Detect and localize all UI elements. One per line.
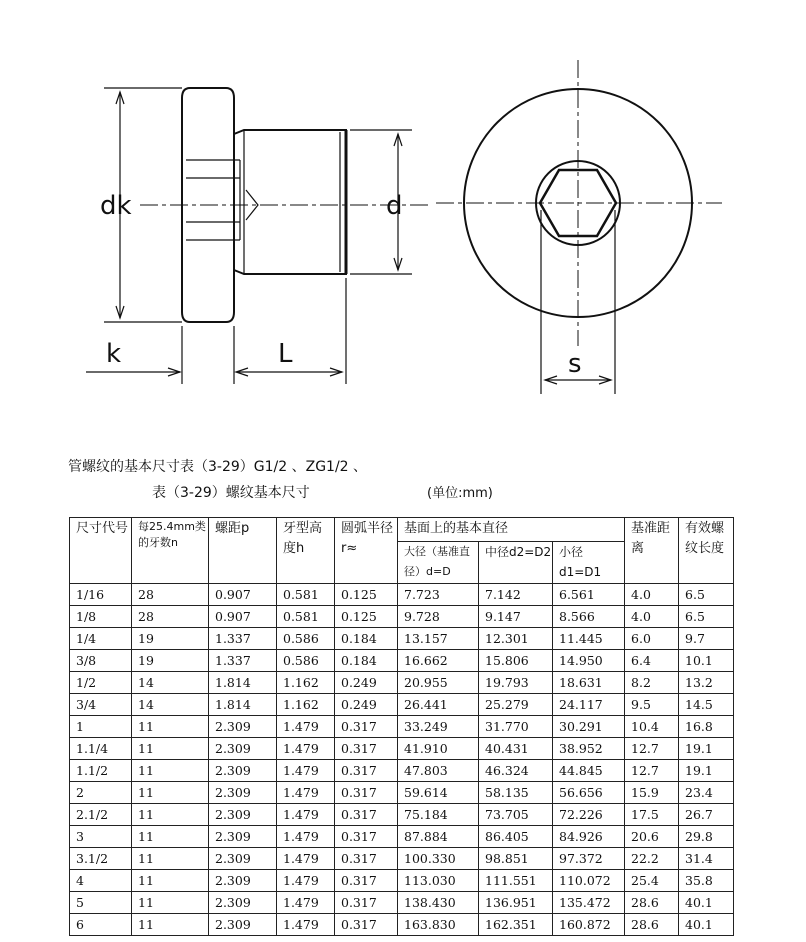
cell-minor-dia: 24.117 xyxy=(553,694,625,716)
cell-pitch: 2.309 xyxy=(209,804,277,826)
cell-thread-height: 1.479 xyxy=(277,782,335,804)
cell-threads: 11 xyxy=(132,782,209,804)
cell-pitch-dia: 7.142 xyxy=(479,584,553,606)
table-unit-note: (单位:mm) xyxy=(427,486,493,501)
cell-minor-dia: 110.072 xyxy=(553,870,625,892)
cell-pitch: 2.309 xyxy=(209,716,277,738)
cell-threads: 14 xyxy=(132,694,209,716)
table-caption-title: 表（3-29）螺纹基本尺寸 xyxy=(152,485,310,501)
cell-minor-dia: 30.291 xyxy=(553,716,625,738)
header-major-diameter: 大径（基准直径）d=D xyxy=(398,542,479,584)
cell-size-code: 4 xyxy=(70,870,132,892)
cell-pitch-dia: 58.135 xyxy=(479,782,553,804)
cell-pitch: 1.814 xyxy=(209,672,277,694)
cell-arc-radius: 0.317 xyxy=(335,716,398,738)
cell-size-code: 1/4 xyxy=(70,628,132,650)
cell-arc-radius: 0.125 xyxy=(335,606,398,628)
cell-minor-dia: 135.472 xyxy=(553,892,625,914)
cell-gauge-distance: 8.2 xyxy=(625,672,679,694)
header-effective-length: 有效螺纹长度 xyxy=(679,518,734,584)
cell-pitch: 0.907 xyxy=(209,606,277,628)
cell-pitch: 2.309 xyxy=(209,848,277,870)
cell-major-dia: 7.723 xyxy=(398,584,479,606)
label-k: k xyxy=(106,339,122,369)
cell-gauge-distance: 17.5 xyxy=(625,804,679,826)
table-row xyxy=(70,848,734,870)
cell-arc-radius: 0.317 xyxy=(335,760,398,782)
thread-dimension-table xyxy=(69,517,734,936)
cell-arc-radius: 0.317 xyxy=(335,738,398,760)
header-arc-radius: 圆弧半径r≈ xyxy=(335,518,398,584)
cell-size-code: 3/8 xyxy=(70,650,132,672)
cell-gauge-distance: 6.0 xyxy=(625,628,679,650)
cell-gauge-distance: 20.6 xyxy=(625,826,679,848)
cell-threads: 11 xyxy=(132,760,209,782)
header-gauge-distance: 基准距离 xyxy=(625,518,679,584)
cell-gauge-distance: 28.6 xyxy=(625,892,679,914)
cell-effective-length: 6.5 xyxy=(679,584,734,606)
cell-minor-dia: 72.226 xyxy=(553,804,625,826)
cell-effective-length: 35.8 xyxy=(679,870,734,892)
header-minor-diameter: 小径d1=D1 xyxy=(553,542,625,584)
cell-pitch-dia: 86.405 xyxy=(479,826,553,848)
cell-pitch-dia: 73.705 xyxy=(479,804,553,826)
cell-effective-length: 13.2 xyxy=(679,672,734,694)
cell-minor-dia: 11.445 xyxy=(553,628,625,650)
cell-arc-radius: 0.317 xyxy=(335,848,398,870)
cell-minor-dia: 160.872 xyxy=(553,914,625,936)
cell-threads: 11 xyxy=(132,716,209,738)
cell-gauge-distance: 9.5 xyxy=(625,694,679,716)
cell-effective-length: 40.1 xyxy=(679,914,734,936)
header-pitch: 螺距p xyxy=(209,518,277,584)
cell-pitch-dia: 15.806 xyxy=(479,650,553,672)
cell-gauge-distance: 12.7 xyxy=(625,738,679,760)
cell-major-dia: 75.184 xyxy=(398,804,479,826)
cell-pitch: 2.309 xyxy=(209,760,277,782)
cell-threads: 11 xyxy=(132,848,209,870)
cell-threads: 11 xyxy=(132,738,209,760)
cell-major-dia: 20.955 xyxy=(398,672,479,694)
table-row xyxy=(70,716,734,738)
cell-pitch: 2.309 xyxy=(209,738,277,760)
label-d: d xyxy=(386,191,403,221)
cell-thread-height: 1.479 xyxy=(277,716,335,738)
cell-thread-height: 0.586 xyxy=(277,650,335,672)
cell-arc-radius: 0.317 xyxy=(335,826,398,848)
cell-threads: 11 xyxy=(132,892,209,914)
cell-threads: 11 xyxy=(132,804,209,826)
cell-pitch-dia: 98.851 xyxy=(479,848,553,870)
cell-major-dia: 59.614 xyxy=(398,782,479,804)
cell-pitch: 2.309 xyxy=(209,782,277,804)
table-row xyxy=(70,892,734,914)
header-size-code: 尺寸代号 xyxy=(70,518,132,584)
cell-thread-height: 1.162 xyxy=(277,694,335,716)
cell-minor-dia: 97.372 xyxy=(553,848,625,870)
table-row xyxy=(70,584,734,606)
table-row xyxy=(70,870,734,892)
cell-thread-height: 1.479 xyxy=(277,826,335,848)
cell-effective-length: 31.4 xyxy=(679,848,734,870)
cell-size-code: 2 xyxy=(70,782,132,804)
cell-thread-height: 1.479 xyxy=(277,760,335,782)
cell-gauge-distance: 4.0 xyxy=(625,584,679,606)
cell-effective-length: 23.4 xyxy=(679,782,734,804)
cell-pitch-dia: 31.770 xyxy=(479,716,553,738)
cell-thread-height: 0.586 xyxy=(277,628,335,650)
cell-gauge-distance: 12.7 xyxy=(625,760,679,782)
cell-minor-dia: 84.926 xyxy=(553,826,625,848)
cell-gauge-distance: 6.4 xyxy=(625,650,679,672)
cell-arc-radius: 0.249 xyxy=(335,694,398,716)
cell-effective-length: 29.8 xyxy=(679,826,734,848)
cell-size-code: 1/8 xyxy=(70,606,132,628)
cell-gauge-distance: 4.0 xyxy=(625,606,679,628)
table-row xyxy=(70,760,734,782)
cell-effective-length: 9.7 xyxy=(679,628,734,650)
cell-arc-radius: 0.317 xyxy=(335,804,398,826)
cell-pitch-dia: 9.147 xyxy=(479,606,553,628)
plug-technical-drawing xyxy=(0,0,806,440)
cell-pitch-dia: 162.351 xyxy=(479,914,553,936)
table-row xyxy=(70,738,734,760)
cell-pitch: 1.337 xyxy=(209,650,277,672)
cell-threads: 19 xyxy=(132,628,209,650)
cell-arc-radius: 0.184 xyxy=(335,650,398,672)
cell-pitch: 2.309 xyxy=(209,826,277,848)
cell-thread-height: 1.479 xyxy=(277,804,335,826)
table-row xyxy=(70,694,734,716)
cell-threads: 11 xyxy=(132,870,209,892)
cell-pitch: 2.309 xyxy=(209,914,277,936)
cell-size-code: 3.1/2 xyxy=(70,848,132,870)
table-row xyxy=(70,782,734,804)
cell-pitch-dia: 25.279 xyxy=(479,694,553,716)
cell-arc-radius: 0.317 xyxy=(335,782,398,804)
cell-effective-length: 10.1 xyxy=(679,650,734,672)
table-caption-main: 管螺纹的基本尺寸表（3-29）G1/2 、ZG1/2 、 xyxy=(68,459,368,475)
cell-threads: 11 xyxy=(132,914,209,936)
cell-arc-radius: 0.249 xyxy=(335,672,398,694)
cell-pitch-dia: 12.301 xyxy=(479,628,553,650)
cell-size-code: 1.1/2 xyxy=(70,760,132,782)
cell-major-dia: 26.441 xyxy=(398,694,479,716)
cell-major-dia: 100.330 xyxy=(398,848,479,870)
header-threads-per-inch: 每25.4mm类的牙数n xyxy=(132,518,209,584)
cell-gauge-distance: 15.9 xyxy=(625,782,679,804)
cell-effective-length: 6.5 xyxy=(679,606,734,628)
header-pitch-diameter: 中径d2=D2 xyxy=(479,542,553,584)
cell-thread-height: 0.581 xyxy=(277,606,335,628)
cell-effective-length: 16.8 xyxy=(679,716,734,738)
table-row xyxy=(70,826,734,848)
cell-gauge-distance: 10.4 xyxy=(625,716,679,738)
cell-thread-height: 1.479 xyxy=(277,738,335,760)
cell-threads: 28 xyxy=(132,606,209,628)
cell-gauge-distance: 25.4 xyxy=(625,870,679,892)
cell-arc-radius: 0.184 xyxy=(335,628,398,650)
cell-size-code: 2.1/2 xyxy=(70,804,132,826)
cell-arc-radius: 0.317 xyxy=(335,870,398,892)
cell-major-dia: 87.884 xyxy=(398,826,479,848)
cell-arc-radius: 0.317 xyxy=(335,892,398,914)
cell-major-dia: 138.430 xyxy=(398,892,479,914)
cell-major-dia: 33.249 xyxy=(398,716,479,738)
cell-gauge-distance: 22.2 xyxy=(625,848,679,870)
header-thread-height: 牙型高度h xyxy=(277,518,335,584)
label-s: s xyxy=(568,349,582,379)
cell-minor-dia: 56.656 xyxy=(553,782,625,804)
cell-thread-height: 1.479 xyxy=(277,848,335,870)
cell-threads: 11 xyxy=(132,826,209,848)
cell-size-code: 1.1/4 xyxy=(70,738,132,760)
cell-major-dia: 9.728 xyxy=(398,606,479,628)
cell-pitch: 2.309 xyxy=(209,892,277,914)
table-row xyxy=(70,914,734,936)
cell-size-code: 3/4 xyxy=(70,694,132,716)
cell-minor-dia: 14.950 xyxy=(553,650,625,672)
cell-size-code: 3 xyxy=(70,826,132,848)
cell-threads: 19 xyxy=(132,650,209,672)
cell-threads: 28 xyxy=(132,584,209,606)
cell-effective-length: 14.5 xyxy=(679,694,734,716)
cell-size-code: 1/16 xyxy=(70,584,132,606)
cell-pitch-dia: 19.793 xyxy=(479,672,553,694)
cell-pitch: 1.337 xyxy=(209,628,277,650)
cell-effective-length: 19.1 xyxy=(679,760,734,782)
plug-thread-body xyxy=(234,130,346,274)
label-dk: dk xyxy=(100,191,132,221)
cell-pitch: 0.907 xyxy=(209,584,277,606)
header-basic-diameter-group: 基面上的基本直径 xyxy=(398,518,625,542)
cell-thread-height: 1.479 xyxy=(277,870,335,892)
table-row xyxy=(70,804,734,826)
cell-major-dia: 41.910 xyxy=(398,738,479,760)
table-row xyxy=(70,628,734,650)
cell-thread-height: 1.479 xyxy=(277,914,335,936)
cell-thread-height: 1.162 xyxy=(277,672,335,694)
cell-threads: 14 xyxy=(132,672,209,694)
table-row xyxy=(70,606,734,628)
cell-size-code: 1/2 xyxy=(70,672,132,694)
cell-size-code: 6 xyxy=(70,914,132,936)
cell-minor-dia: 6.561 xyxy=(553,584,625,606)
table-row xyxy=(70,672,734,694)
cell-size-code: 1 xyxy=(70,716,132,738)
cell-pitch-dia: 111.551 xyxy=(479,870,553,892)
cell-pitch: 1.814 xyxy=(209,694,277,716)
cell-effective-length: 40.1 xyxy=(679,892,734,914)
cell-size-code: 5 xyxy=(70,892,132,914)
label-L: L xyxy=(278,339,293,369)
cell-major-dia: 163.830 xyxy=(398,914,479,936)
cell-thread-height: 0.581 xyxy=(277,584,335,606)
cell-effective-length: 19.1 xyxy=(679,738,734,760)
cell-major-dia: 47.803 xyxy=(398,760,479,782)
cell-pitch-dia: 136.951 xyxy=(479,892,553,914)
cell-gauge-distance: 28.6 xyxy=(625,914,679,936)
cell-pitch-dia: 46.324 xyxy=(479,760,553,782)
cell-arc-radius: 0.125 xyxy=(335,584,398,606)
cell-thread-height: 1.479 xyxy=(277,892,335,914)
cell-minor-dia: 44.845 xyxy=(553,760,625,782)
cell-minor-dia: 8.566 xyxy=(553,606,625,628)
cell-pitch-dia: 40.431 xyxy=(479,738,553,760)
cell-major-dia: 16.662 xyxy=(398,650,479,672)
cell-major-dia: 13.157 xyxy=(398,628,479,650)
cell-minor-dia: 38.952 xyxy=(553,738,625,760)
cell-effective-length: 26.7 xyxy=(679,804,734,826)
cell-minor-dia: 18.631 xyxy=(553,672,625,694)
cell-pitch: 2.309 xyxy=(209,870,277,892)
cell-major-dia: 113.030 xyxy=(398,870,479,892)
table-row xyxy=(70,650,734,672)
cell-arc-radius: 0.317 xyxy=(335,914,398,936)
